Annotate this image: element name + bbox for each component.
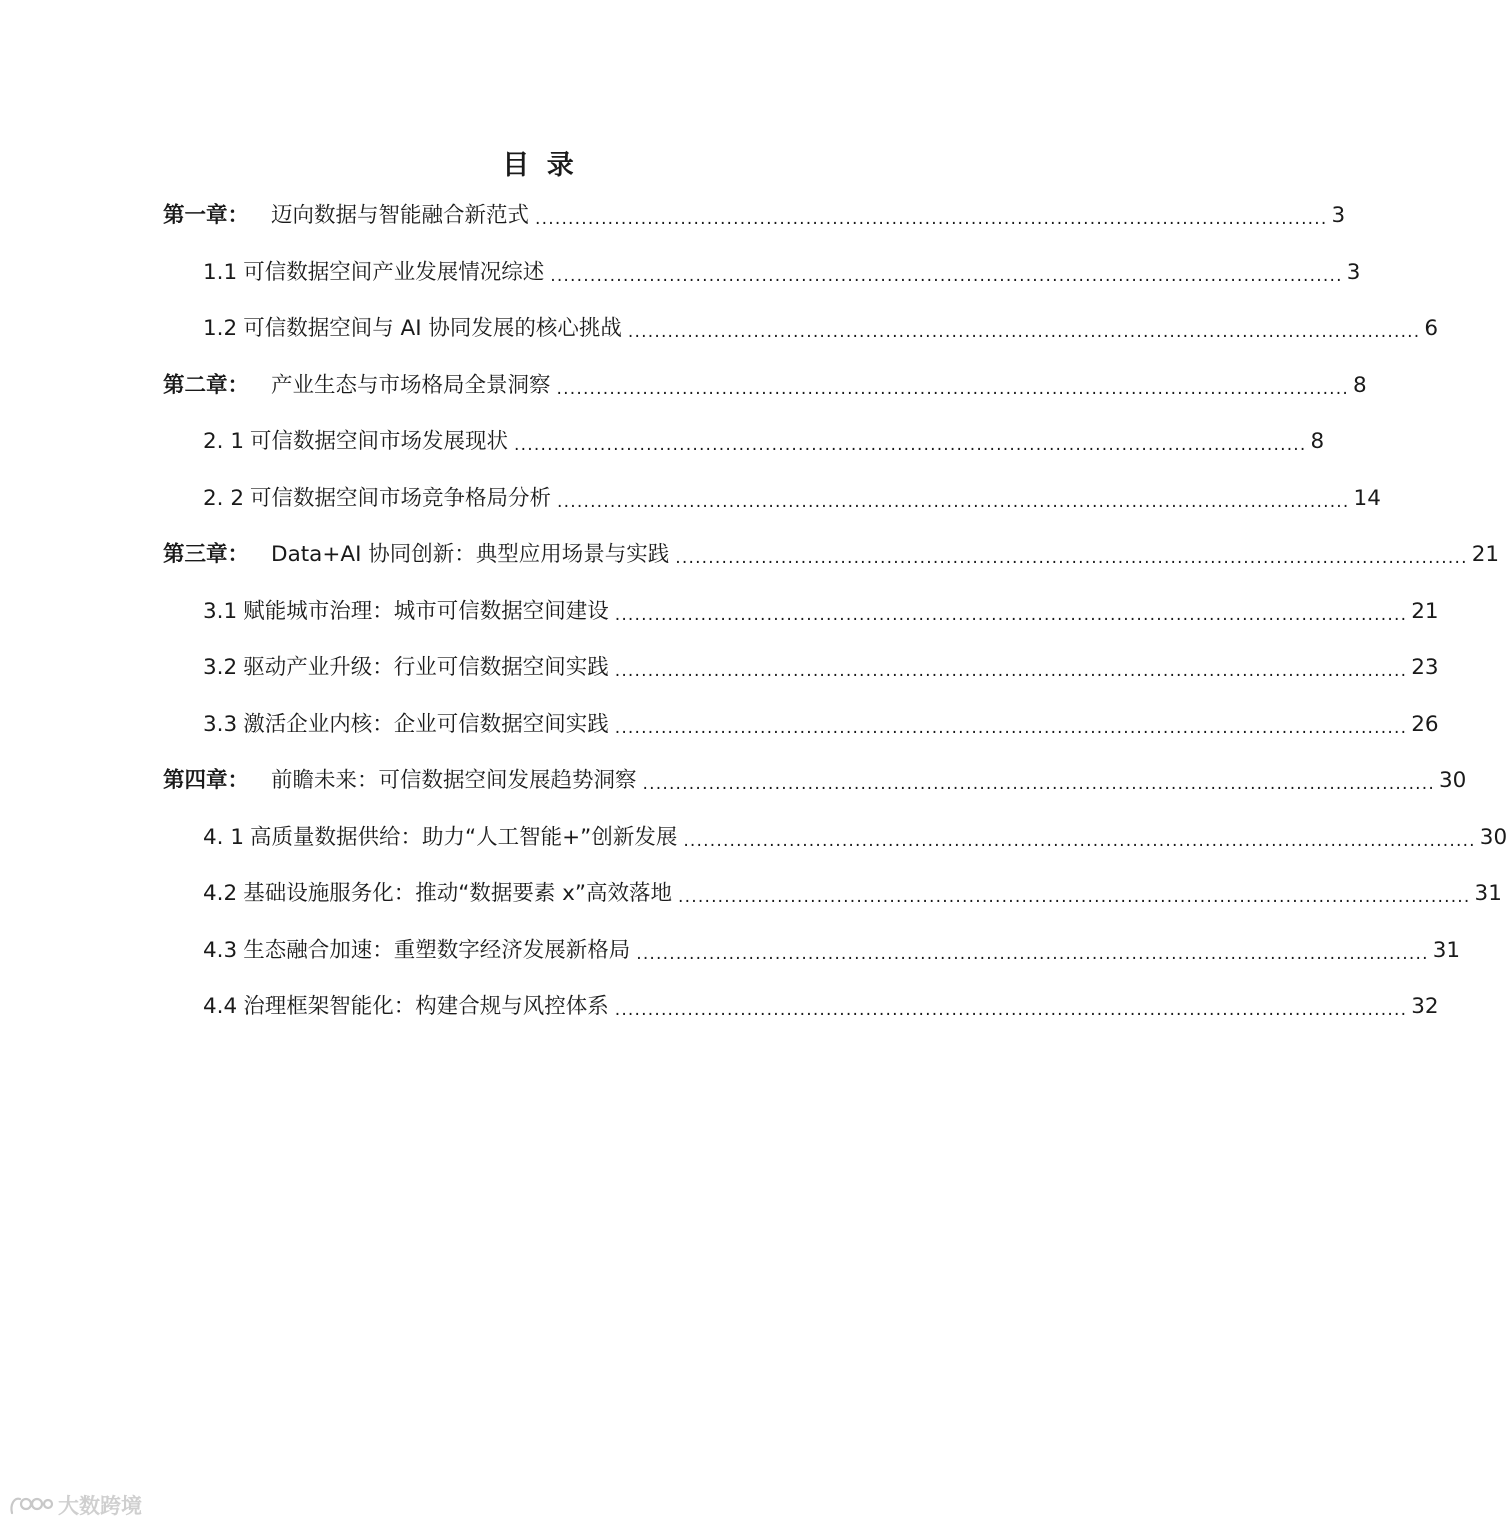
- entry-label: 4.2: [203, 881, 238, 906]
- toc-entry[interactable]: [163, 360, 1367, 400]
- dot-leader: ........................................................................................................................: [514, 435, 1307, 455]
- entry-title: 高质量数据供给：助力“人工智能+”创新发展: [250, 824, 678, 850]
- toc-entry[interactable]: [203, 473, 1381, 513]
- dot-leader: ........................................................................................................................: [614, 717, 1408, 738]
- entry-title: 生态融合加速：重塑数字经济发展新格局: [243, 937, 631, 963]
- toc-entry[interactable]: [203, 868, 1502, 908]
- entry-title: 激活企业内核：企业可信数据空间实践: [243, 711, 609, 737]
- toc-entry[interactable]: [203, 247, 1361, 287]
- dot-leader: ........................................................................................................................: [678, 887, 1471, 907]
- dot-leader: ........................................................................................................................: [550, 265, 1343, 286]
- toc-entry[interactable]: [203, 586, 1439, 626]
- entry-page-number: 3: [1346, 259, 1361, 285]
- dot-leader: ........................................................................................................................: [614, 1000, 1408, 1020]
- toc-entry[interactable]: [203, 416, 1325, 456]
- toc-entry[interactable]: [203, 925, 1461, 965]
- dot-leader: ........................................................................................................................: [556, 378, 1349, 399]
- entry-label: 3.3: [203, 711, 238, 737]
- toc-entry[interactable]: [203, 699, 1439, 739]
- entry-title: 可信数据空间产业发展情况综述: [243, 259, 545, 285]
- dot-leader: ........................................................................................................................: [627, 322, 1421, 342]
- toc-entry[interactable]: [203, 812, 1507, 852]
- entry-label: 第一章：: [163, 203, 250, 228]
- entry-title: 产业生态与市场格局全景洞察: [271, 372, 551, 398]
- entry-label: 3.2: [203, 655, 238, 680]
- dot-leader: ........................................................................................................................: [683, 830, 1476, 851]
- toc-entry[interactable]: [203, 303, 1439, 343]
- entry-title: Data+AI 协同创新：典型应用场景与实践: [271, 542, 670, 567]
- entry-page-number: 3: [1331, 203, 1346, 228]
- entry-title: 驱动产业升级：行业可信数据空间实践: [243, 655, 609, 680]
- watermark-logo-icon: [8, 1493, 54, 1517]
- toc-entry[interactable]: [203, 642, 1439, 682]
- entry-title: 基础设施服务化：推动“数据要素 x”高效落地: [243, 881, 673, 906]
- entry-label: 2. 2: [203, 485, 245, 511]
- entry-title: 迈向数据与智能融合新范式: [271, 203, 530, 228]
- watermark-text: 大数跨境: [58, 1494, 142, 1518]
- entry-title: 治理框架智能化：构建合规与风控体系: [243, 994, 609, 1019]
- dot-leader: ........................................................................................................................: [557, 491, 1350, 512]
- entry-label: 3.1: [203, 598, 238, 624]
- entry-label: 第四章：: [163, 768, 250, 793]
- entry-page-number: 30: [1479, 824, 1507, 850]
- toc-entry[interactable]: [163, 755, 1467, 795]
- entry-page-number: 26: [1411, 711, 1439, 737]
- toc-entry[interactable]: [203, 981, 1439, 1021]
- entry-title: 前瞻未来：可信数据空间发展趋势洞察: [271, 768, 637, 793]
- toc-title: 目 录: [502, 150, 578, 181]
- dot-leader: ........................................................................................................................: [535, 209, 1328, 229]
- entry-page-number: 30: [1439, 768, 1467, 793]
- dot-leader: ........................................................................................................................: [614, 661, 1408, 681]
- toc-entry[interactable]: [163, 190, 1346, 230]
- entry-title: 可信数据空间与 AI 协同发展的核心挑战: [243, 316, 622, 341]
- entry-label: 2. 1: [203, 429, 245, 454]
- dot-leader: ........................................................................................................................: [642, 774, 1435, 794]
- entry-label: 第二章：: [163, 372, 250, 398]
- entry-label: 第三章：: [163, 542, 250, 567]
- entry-page-number: 32: [1411, 994, 1439, 1019]
- entry-label: 4. 1: [203, 824, 245, 850]
- entry-label: 1.2: [203, 316, 238, 341]
- dot-leader: ........................................................................................................................: [675, 548, 1468, 568]
- entry-label: 1.1: [203, 259, 238, 285]
- toc-entry[interactable]: [163, 529, 1500, 569]
- entry-label: 4.4: [203, 994, 238, 1019]
- entry-page-number: 8: [1310, 429, 1325, 454]
- entry-page-number: 21: [1411, 598, 1439, 624]
- dot-leader: ........................................................................................................................: [636, 943, 1429, 964]
- entry-page-number: 31: [1432, 937, 1461, 963]
- entry-page-number: 14: [1353, 485, 1381, 511]
- entry-page-number: 21: [1471, 542, 1500, 567]
- entry-page-number: 31: [1474, 881, 1502, 906]
- dot-leader: ........................................................................................................................: [614, 604, 1408, 625]
- entry-label: 4.3: [203, 937, 238, 963]
- entry-page-number: 23: [1411, 655, 1439, 680]
- entry-title: 赋能城市治理：城市可信数据空间建设: [243, 598, 609, 624]
- entry-title: 可信数据空间市场发展现状: [250, 429, 509, 454]
- entry-page-number: 6: [1424, 316, 1439, 341]
- entry-page-number: 8: [1353, 372, 1367, 398]
- entry-title: 可信数据空间市场竞争格局分析: [250, 485, 552, 511]
- watermark: [8, 1492, 142, 1518]
